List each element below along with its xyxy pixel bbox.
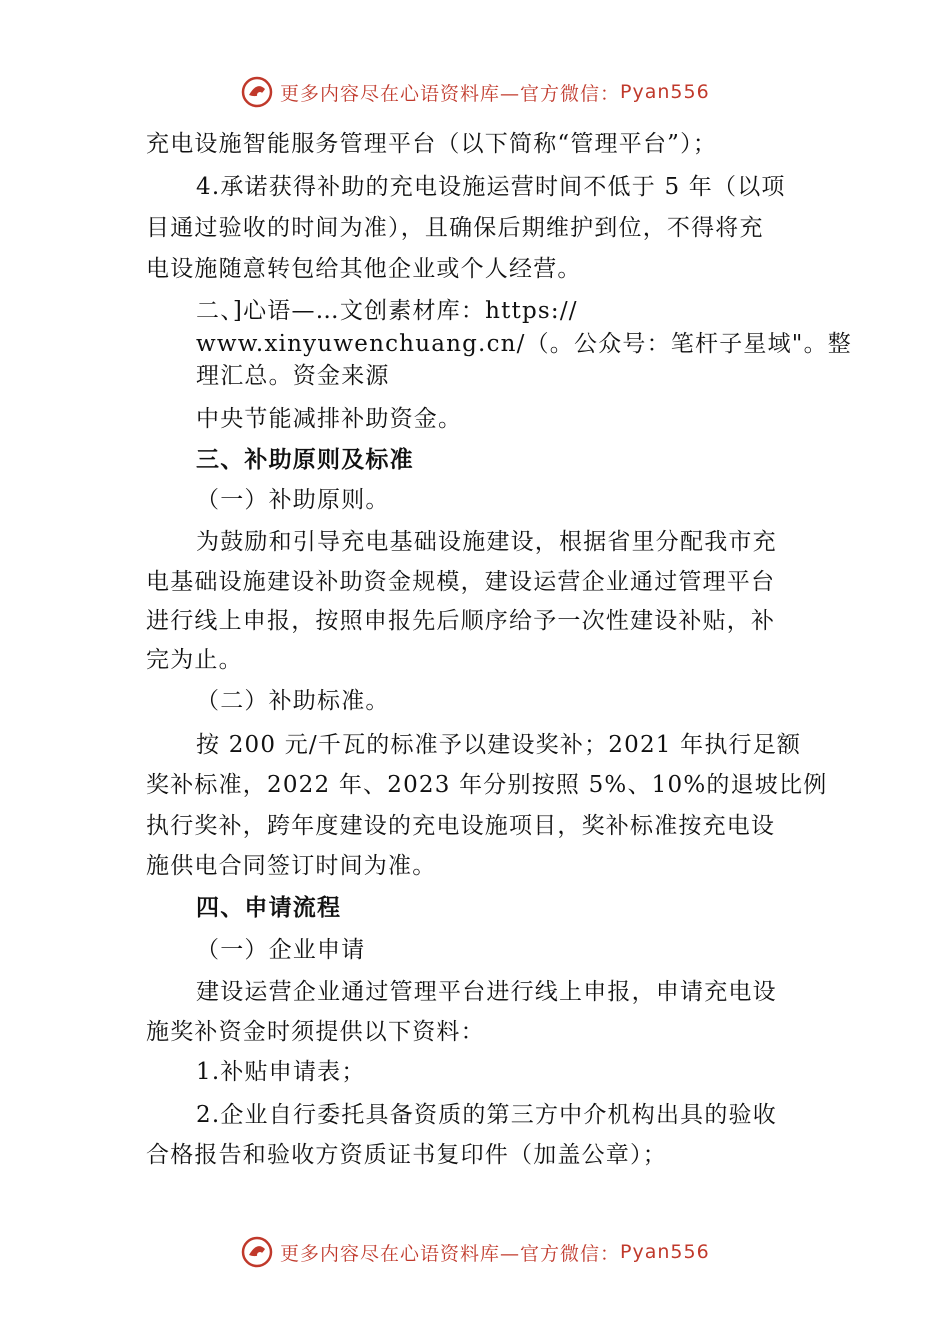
body-line: 施供电合同签订时间为准。 (146, 853, 437, 879)
section-heading: 四、申请流程 (196, 894, 342, 921)
subsection-heading: （二）补助标准。 (196, 688, 390, 714)
body-line: 电设施随意转包给其他企业或个人经营。 (146, 256, 582, 282)
body-line: 2.企业自行委托具备资质的第三方中介机构出具的验收 (196, 1102, 777, 1128)
body-line: 二、]心语—…文创素材库：https:// (196, 298, 578, 324)
body-line: 为鼓励和引导充电基础设施建设，根据省里分配我市充 (196, 529, 777, 555)
subsection-heading: （一）补助原则。 (196, 487, 390, 513)
body-line: 目通过验收的时间为准），且确保后期维护到位，不得将充 (146, 215, 764, 241)
body-line: 中央节能减排补助资金。 (196, 406, 463, 432)
banner-wechat-id: Pyan556 (620, 81, 710, 103)
body-line: 施奖补资金时须提供以下资料： (146, 1019, 485, 1045)
body-line: www.xinyuwenchuang.cn/（。公众号：笔杆子星域"。整 (196, 331, 852, 357)
body-line: 电基础设施建设补助资金规模，建设运营企业通过管理平台 (146, 569, 776, 595)
banner-wechat-id: Pyan556 (620, 1241, 710, 1263)
section-heading: 三、补助原则及标准 (196, 446, 414, 473)
body-line: 按 200 元/千瓦的标准予以建设奖补；2021 年执行足额 (196, 732, 802, 758)
logo-icon (240, 1235, 274, 1269)
body-line: 4.承诺获得补助的充电设施运营时间不低于 5 年（以项 (196, 174, 786, 200)
body-line: 建设运营企业通过管理平台进行线上申报，申请充电设 (196, 979, 777, 1005)
body-line: 完为止。 (146, 647, 243, 673)
header-banner (240, 72, 710, 112)
body-line: 充电设施智能服务管理平台（以下简称“管理平台”）； (146, 131, 718, 157)
body-line: 合格报告和验收方资质证书复印件（加盖公章）； (146, 1142, 667, 1168)
logo-icon (240, 75, 274, 109)
footer-banner (240, 1232, 710, 1272)
body-line: 理汇总。资金来源 (196, 363, 390, 389)
banner-text: 更多内容尽在心语资料库—官方微信： (280, 82, 621, 105)
body-line: 执行奖补，跨年度建设的充电设施项目，奖补标准按充电设 (146, 813, 776, 839)
banner-text: 更多内容尽在心语资料库—官方微信： (280, 1242, 621, 1265)
body-line: 进行线上申报，按照申报先后顺序给予一次性建设补贴，补 (146, 608, 776, 634)
subsection-heading: （一）企业申请 (196, 937, 366, 963)
body-line: 1.补贴申请表； (196, 1059, 366, 1085)
body-line: 奖补标准，2022 年、2023 年分别按照 5%、10%的退坡比例 (146, 772, 828, 798)
